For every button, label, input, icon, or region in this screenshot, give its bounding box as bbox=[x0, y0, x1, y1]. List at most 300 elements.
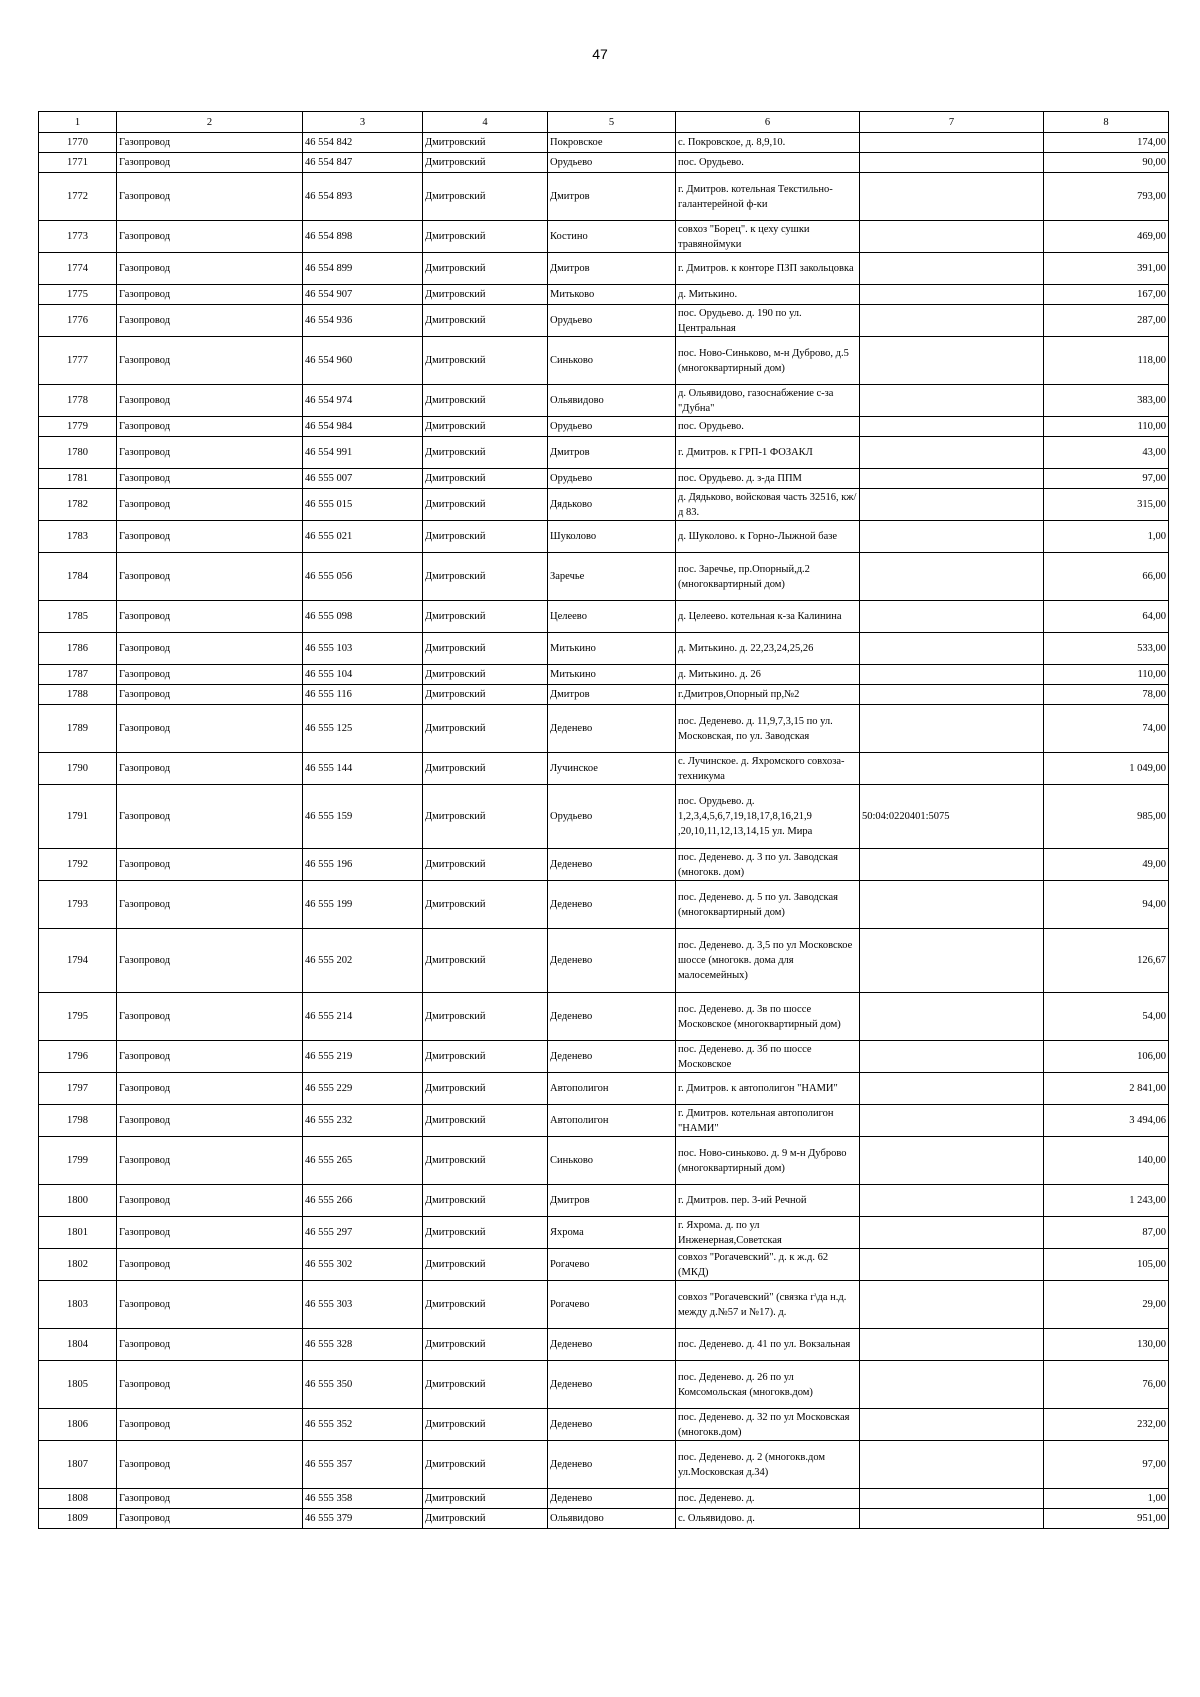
row-number-cell: 1780 bbox=[39, 437, 117, 469]
length-cell: 469,00 bbox=[1044, 221, 1169, 253]
object-code-cell: 46 555 103 bbox=[303, 633, 423, 665]
district-cell: Дмитровский bbox=[423, 993, 548, 1041]
table-row bbox=[39, 1217, 1169, 1249]
object-type-cell: Газопровод bbox=[117, 469, 303, 489]
settlement-cell: Деденево bbox=[548, 1441, 676, 1489]
settlement-cell: Ольявидово bbox=[548, 385, 676, 417]
cadastral-number-cell bbox=[860, 221, 1044, 253]
row-number-cell: 1789 bbox=[39, 705, 117, 753]
district-cell: Дмитровский bbox=[423, 1361, 548, 1409]
cadastral-number-cell bbox=[860, 1361, 1044, 1409]
address-cell: пос. Орудьево. д. 1,2,3,4,5,6,7,19,18,17,8,16,21,9 ,20,10,11,12,13,14,15 ул. Мира bbox=[676, 785, 860, 849]
address-cell: пос. Деденево. д. 11,9,7,3,15 по ул. Московская, по ул. Заводская bbox=[676, 705, 860, 753]
object-code-cell: 46 555 302 bbox=[303, 1249, 423, 1281]
address-cell: д. Дядьково, войсковая часть 32516, кж/д 83. bbox=[676, 489, 860, 521]
object-code-cell: 46 555 125 bbox=[303, 705, 423, 753]
object-type-cell: Газопровод bbox=[117, 849, 303, 881]
length-cell: 1 049,00 bbox=[1044, 753, 1169, 785]
column-header: 6 bbox=[676, 112, 860, 133]
object-type-cell: Газопровод bbox=[117, 173, 303, 221]
address-cell: д. Шуколово. к Горно-Лыжной базе bbox=[676, 521, 860, 553]
district-cell: Дмитровский bbox=[423, 385, 548, 417]
length-cell: 1,00 bbox=[1044, 1489, 1169, 1509]
address-cell: пос. Деденево. д. 3б по шоссе Московское bbox=[676, 1041, 860, 1073]
settlement-cell: Автополигон bbox=[548, 1105, 676, 1137]
object-type-cell: Газопровод bbox=[117, 385, 303, 417]
table-row bbox=[39, 601, 1169, 633]
cadastral-number-cell bbox=[860, 337, 1044, 385]
address-cell: д. Целеево. котельная к-за Калинина bbox=[676, 601, 860, 633]
cadastral-number-cell bbox=[860, 153, 1044, 173]
table-row bbox=[39, 1073, 1169, 1105]
district-cell: Дмитровский bbox=[423, 1073, 548, 1105]
cadastral-number-cell bbox=[860, 1441, 1044, 1489]
district-cell: Дмитровский bbox=[423, 253, 548, 285]
object-code-cell: 46 555 021 bbox=[303, 521, 423, 553]
object-code-cell: 46 555 352 bbox=[303, 1409, 423, 1441]
row-number-cell: 1792 bbox=[39, 849, 117, 881]
table-row bbox=[39, 1137, 1169, 1185]
district-cell: Дмитровский bbox=[423, 1217, 548, 1249]
settlement-cell: Деденево bbox=[548, 993, 676, 1041]
row-number-cell: 1805 bbox=[39, 1361, 117, 1409]
settlement-cell: Деденево bbox=[548, 849, 676, 881]
object-code-cell: 46 554 842 bbox=[303, 133, 423, 153]
length-cell: 793,00 bbox=[1044, 173, 1169, 221]
column-header: 1 bbox=[39, 112, 117, 133]
row-number-cell: 1770 bbox=[39, 133, 117, 153]
object-code-cell: 46 555 350 bbox=[303, 1361, 423, 1409]
district-cell: Дмитровский bbox=[423, 221, 548, 253]
settlement-cell: Яхрома bbox=[548, 1217, 676, 1249]
row-number-cell: 1775 bbox=[39, 285, 117, 305]
address-cell: с. Ольявидово. д. bbox=[676, 1509, 860, 1529]
column-header: 7 bbox=[860, 112, 1044, 133]
address-cell: пос. Деденево. д. 5 по ул. Заводская (многоквартирный дом) bbox=[676, 881, 860, 929]
settlement-cell: Деденево bbox=[548, 1329, 676, 1361]
cadastral-number-cell bbox=[860, 1281, 1044, 1329]
registry-table bbox=[38, 111, 1169, 1529]
object-code-cell: 46 554 960 bbox=[303, 337, 423, 385]
length-cell: 126,67 bbox=[1044, 929, 1169, 993]
row-number-cell: 1808 bbox=[39, 1489, 117, 1509]
settlement-cell: Целеево bbox=[548, 601, 676, 633]
object-type-cell: Газопровод bbox=[117, 285, 303, 305]
cadastral-number-cell bbox=[860, 929, 1044, 993]
row-number-cell: 1778 bbox=[39, 385, 117, 417]
row-number-cell: 1798 bbox=[39, 1105, 117, 1137]
district-cell: Дмитровский bbox=[423, 553, 548, 601]
district-cell: Дмитровский bbox=[423, 285, 548, 305]
cadastral-number-cell: 50:04:0220401:5075 bbox=[860, 785, 1044, 849]
cadastral-number-cell bbox=[860, 705, 1044, 753]
settlement-cell: Рогачево bbox=[548, 1249, 676, 1281]
column-header: 8 bbox=[1044, 112, 1169, 133]
table-row bbox=[39, 133, 1169, 153]
district-cell: Дмитровский bbox=[423, 1409, 548, 1441]
table-row bbox=[39, 337, 1169, 385]
object-code-cell: 46 555 116 bbox=[303, 685, 423, 705]
district-cell: Дмитровский bbox=[423, 753, 548, 785]
cadastral-number-cell bbox=[860, 285, 1044, 305]
cadastral-number-cell bbox=[860, 1217, 1044, 1249]
table-row bbox=[39, 521, 1169, 553]
length-cell: 64,00 bbox=[1044, 601, 1169, 633]
address-cell: пос. Орудьево. bbox=[676, 153, 860, 173]
object-type-cell: Газопровод bbox=[117, 521, 303, 553]
district-cell: Дмитровский bbox=[423, 521, 548, 553]
district-cell: Дмитровский bbox=[423, 785, 548, 849]
table-row bbox=[39, 929, 1169, 993]
object-code-cell: 46 555 202 bbox=[303, 929, 423, 993]
object-code-cell: 46 555 015 bbox=[303, 489, 423, 521]
address-cell: пос. Ново-синьково. д. 9 м-н Дуброво (многоквартирный дом) bbox=[676, 1137, 860, 1185]
object-code-cell: 46 555 007 bbox=[303, 469, 423, 489]
cadastral-number-cell bbox=[860, 685, 1044, 705]
object-code-cell: 46 555 056 bbox=[303, 553, 423, 601]
row-number-cell: 1803 bbox=[39, 1281, 117, 1329]
length-cell: 110,00 bbox=[1044, 665, 1169, 685]
cadastral-number-cell bbox=[860, 633, 1044, 665]
row-number-cell: 1787 bbox=[39, 665, 117, 685]
object-code-cell: 46 554 899 bbox=[303, 253, 423, 285]
object-code-cell: 46 555 357 bbox=[303, 1441, 423, 1489]
table-row bbox=[39, 253, 1169, 285]
object-code-cell: 46 555 098 bbox=[303, 601, 423, 633]
settlement-cell: Деденево bbox=[548, 1361, 676, 1409]
cadastral-number-cell bbox=[860, 385, 1044, 417]
object-code-cell: 46 555 232 bbox=[303, 1105, 423, 1137]
cadastral-number-cell bbox=[860, 881, 1044, 929]
object-type-cell: Газопровод bbox=[117, 553, 303, 601]
table-row bbox=[39, 1105, 1169, 1137]
length-cell: 49,00 bbox=[1044, 849, 1169, 881]
cadastral-number-cell bbox=[860, 1041, 1044, 1073]
table-row bbox=[39, 881, 1169, 929]
address-cell: пос. Орудьево. bbox=[676, 417, 860, 437]
object-code-cell: 46 554 898 bbox=[303, 221, 423, 253]
address-cell: д. Митькино. д. 26 bbox=[676, 665, 860, 685]
address-cell: д. Митькино. д. 22,23,24,25,26 bbox=[676, 633, 860, 665]
length-cell: 1,00 bbox=[1044, 521, 1169, 553]
cadastral-number-cell bbox=[860, 437, 1044, 469]
object-type-cell: Газопровод bbox=[117, 705, 303, 753]
length-cell: 87,00 bbox=[1044, 1217, 1169, 1249]
length-cell: 130,00 bbox=[1044, 1329, 1169, 1361]
table-row bbox=[39, 785, 1169, 849]
length-cell: 391,00 bbox=[1044, 253, 1169, 285]
object-code-cell: 46 555 159 bbox=[303, 785, 423, 849]
settlement-cell: Шуколово bbox=[548, 521, 676, 553]
address-cell: пос. Деденево. д. 3в по шоссе Московское (многоквартирный дом) bbox=[676, 993, 860, 1041]
length-cell: 287,00 bbox=[1044, 305, 1169, 337]
length-cell: 2 841,00 bbox=[1044, 1073, 1169, 1105]
table-row bbox=[39, 1361, 1169, 1409]
object-type-cell: Газопровод bbox=[117, 1249, 303, 1281]
object-type-cell: Газопровод bbox=[117, 665, 303, 685]
length-cell: 110,00 bbox=[1044, 417, 1169, 437]
row-number-cell: 1801 bbox=[39, 1217, 117, 1249]
length-cell: 985,00 bbox=[1044, 785, 1169, 849]
cadastral-number-cell bbox=[860, 665, 1044, 685]
district-cell: Дмитровский bbox=[423, 337, 548, 385]
row-number-cell: 1776 bbox=[39, 305, 117, 337]
object-code-cell: 46 554 974 bbox=[303, 385, 423, 417]
address-cell: совхоз "Борец". к цеху сушки травяноймуки bbox=[676, 221, 860, 253]
object-type-cell: Газопровод bbox=[117, 1441, 303, 1489]
row-number-cell: 1788 bbox=[39, 685, 117, 705]
district-cell: Дмитровский bbox=[423, 1281, 548, 1329]
district-cell: Дмитровский bbox=[423, 601, 548, 633]
settlement-cell: Митьково bbox=[548, 285, 676, 305]
district-cell: Дмитровский bbox=[423, 1137, 548, 1185]
object-type-cell: Газопровод bbox=[117, 337, 303, 385]
cadastral-number-cell bbox=[860, 1249, 1044, 1281]
object-type-cell: Газопровод bbox=[117, 633, 303, 665]
object-code-cell: 46 555 199 bbox=[303, 881, 423, 929]
district-cell: Дмитровский bbox=[423, 1041, 548, 1073]
table-row bbox=[39, 1329, 1169, 1361]
column-header: 4 bbox=[423, 112, 548, 133]
object-type-cell: Газопровод bbox=[117, 437, 303, 469]
district-cell: Дмитровский bbox=[423, 1509, 548, 1529]
table-row bbox=[39, 1041, 1169, 1073]
address-cell: г. Дмитров. к конторе ПЗП закольцовка bbox=[676, 253, 860, 285]
table-row bbox=[39, 1281, 1169, 1329]
cadastral-number-cell bbox=[860, 253, 1044, 285]
object-code-cell: 46 555 104 bbox=[303, 665, 423, 685]
length-cell: 105,00 bbox=[1044, 1249, 1169, 1281]
object-type-cell: Газопровод bbox=[117, 253, 303, 285]
object-type-cell: Газопровод bbox=[117, 993, 303, 1041]
district-cell: Дмитровский bbox=[423, 705, 548, 753]
settlement-cell: Митькино bbox=[548, 665, 676, 685]
settlement-cell: Покровское bbox=[548, 133, 676, 153]
settlement-cell: Орудьево bbox=[548, 469, 676, 489]
district-cell: Дмитровский bbox=[423, 153, 548, 173]
object-code-cell: 46 555 144 bbox=[303, 753, 423, 785]
settlement-cell: Деденево bbox=[548, 1409, 676, 1441]
table-row bbox=[39, 1509, 1169, 1529]
settlement-cell: Автополигон bbox=[548, 1073, 676, 1105]
row-number-cell: 1807 bbox=[39, 1441, 117, 1489]
settlement-cell: Синьково bbox=[548, 337, 676, 385]
settlement-cell: Деденево bbox=[548, 1489, 676, 1509]
object-type-cell: Газопровод bbox=[117, 1041, 303, 1073]
object-type-cell: Газопровод bbox=[117, 1137, 303, 1185]
address-cell: г. Дмитров. к ГРП-1 ФОЗАКЛ bbox=[676, 437, 860, 469]
object-type-cell: Газопровод bbox=[117, 417, 303, 437]
column-header: 2 bbox=[117, 112, 303, 133]
cadastral-number-cell bbox=[860, 1137, 1044, 1185]
length-cell: 76,00 bbox=[1044, 1361, 1169, 1409]
object-code-cell: 46 554 936 bbox=[303, 305, 423, 337]
object-code-cell: 46 554 907 bbox=[303, 285, 423, 305]
table-row bbox=[39, 685, 1169, 705]
object-type-cell: Газопровод bbox=[117, 305, 303, 337]
row-number-cell: 1777 bbox=[39, 337, 117, 385]
district-cell: Дмитровский bbox=[423, 133, 548, 153]
table-row bbox=[39, 305, 1169, 337]
table-row bbox=[39, 1409, 1169, 1441]
district-cell: Дмитровский bbox=[423, 469, 548, 489]
table-row bbox=[39, 437, 1169, 469]
table-row bbox=[39, 153, 1169, 173]
cadastral-number-cell bbox=[860, 1185, 1044, 1217]
row-number-cell: 1795 bbox=[39, 993, 117, 1041]
address-cell: г. Дмитров. котельная Текстильно-галантерейной ф-ки bbox=[676, 173, 860, 221]
cadastral-number-cell bbox=[860, 849, 1044, 881]
table-row bbox=[39, 1185, 1169, 1217]
object-code-cell: 46 555 265 bbox=[303, 1137, 423, 1185]
address-cell: д. Митькино. bbox=[676, 285, 860, 305]
row-number-cell: 1791 bbox=[39, 785, 117, 849]
length-cell: 140,00 bbox=[1044, 1137, 1169, 1185]
row-number-cell: 1773 bbox=[39, 221, 117, 253]
row-number-cell: 1804 bbox=[39, 1329, 117, 1361]
object-type-cell: Газопровод bbox=[117, 601, 303, 633]
table-row bbox=[39, 849, 1169, 881]
table-row bbox=[39, 385, 1169, 417]
table-row bbox=[39, 705, 1169, 753]
district-cell: Дмитровский bbox=[423, 1489, 548, 1509]
row-number-cell: 1794 bbox=[39, 929, 117, 993]
length-cell: 97,00 bbox=[1044, 1441, 1169, 1489]
row-number-cell: 1793 bbox=[39, 881, 117, 929]
settlement-cell: Дмитров bbox=[548, 1185, 676, 1217]
object-type-cell: Газопровод bbox=[117, 153, 303, 173]
cadastral-number-cell bbox=[860, 489, 1044, 521]
address-cell: с. Покровское, д. 8,9,10. bbox=[676, 133, 860, 153]
object-type-cell: Газопровод bbox=[117, 1329, 303, 1361]
cadastral-number-cell bbox=[860, 469, 1044, 489]
page-number: 47 bbox=[592, 46, 608, 62]
address-cell: пос. Деденево. д. bbox=[676, 1489, 860, 1509]
address-cell: г. Дмитров. котельная автополигон "НАМИ" bbox=[676, 1105, 860, 1137]
district-cell: Дмитровский bbox=[423, 489, 548, 521]
object-code-cell: 46 554 893 bbox=[303, 173, 423, 221]
district-cell: Дмитровский bbox=[423, 929, 548, 993]
cadastral-number-cell bbox=[860, 1409, 1044, 1441]
object-code-cell: 46 555 379 bbox=[303, 1509, 423, 1529]
address-cell: г. Дмитров. к автополигон "НАМИ" bbox=[676, 1073, 860, 1105]
table-row bbox=[39, 489, 1169, 521]
district-cell: Дмитровский bbox=[423, 665, 548, 685]
length-cell: 29,00 bbox=[1044, 1281, 1169, 1329]
settlement-cell: Орудьево bbox=[548, 417, 676, 437]
row-number-cell: 1779 bbox=[39, 417, 117, 437]
district-cell: Дмитровский bbox=[423, 685, 548, 705]
district-cell: Дмитровский bbox=[423, 437, 548, 469]
object-type-cell: Газопровод bbox=[117, 1185, 303, 1217]
cadastral-number-cell bbox=[860, 417, 1044, 437]
length-cell: 1 243,00 bbox=[1044, 1185, 1169, 1217]
object-code-cell: 46 555 229 bbox=[303, 1073, 423, 1105]
cadastral-number-cell bbox=[860, 1073, 1044, 1105]
district-cell: Дмитровский bbox=[423, 1441, 548, 1489]
length-cell: 90,00 bbox=[1044, 153, 1169, 173]
row-number-cell: 1782 bbox=[39, 489, 117, 521]
district-cell: Дмитровский bbox=[423, 305, 548, 337]
object-code-cell: 46 555 358 bbox=[303, 1489, 423, 1509]
length-cell: 97,00 bbox=[1044, 469, 1169, 489]
length-cell: 951,00 bbox=[1044, 1509, 1169, 1529]
object-type-cell: Газопровод bbox=[117, 1489, 303, 1509]
cadastral-number-cell bbox=[860, 993, 1044, 1041]
address-cell: г. Дмитров. пер. 3-ий Речной bbox=[676, 1185, 860, 1217]
district-cell: Дмитровский bbox=[423, 881, 548, 929]
object-type-cell: Газопровод bbox=[117, 489, 303, 521]
table-row bbox=[39, 1441, 1169, 1489]
district-cell: Дмитровский bbox=[423, 1329, 548, 1361]
length-cell: 232,00 bbox=[1044, 1409, 1169, 1441]
cadastral-number-cell bbox=[860, 753, 1044, 785]
table-body bbox=[39, 133, 1169, 1529]
cadastral-number-cell bbox=[860, 305, 1044, 337]
cadastral-number-cell bbox=[860, 1105, 1044, 1137]
length-cell: 533,00 bbox=[1044, 633, 1169, 665]
row-number-cell: 1774 bbox=[39, 253, 117, 285]
length-cell: 167,00 bbox=[1044, 285, 1169, 305]
district-cell: Дмитровский bbox=[423, 1105, 548, 1137]
object-code-cell: 46 554 991 bbox=[303, 437, 423, 469]
address-cell: с. Лучинское. д. Яхромского совхоза-техникума bbox=[676, 753, 860, 785]
settlement-cell: Орудьево bbox=[548, 785, 676, 849]
cadastral-number-cell bbox=[860, 173, 1044, 221]
table-row bbox=[39, 1249, 1169, 1281]
settlement-cell: Заречье bbox=[548, 553, 676, 601]
table-row bbox=[39, 753, 1169, 785]
settlement-cell: Дмитров bbox=[548, 253, 676, 285]
cadastral-number-cell bbox=[860, 553, 1044, 601]
object-type-cell: Газопровод bbox=[117, 929, 303, 993]
district-cell: Дмитровский bbox=[423, 1249, 548, 1281]
settlement-cell: Дядьково bbox=[548, 489, 676, 521]
length-cell: 3 494,06 bbox=[1044, 1105, 1169, 1137]
table-row bbox=[39, 417, 1169, 437]
row-number-cell: 1797 bbox=[39, 1073, 117, 1105]
object-code-cell: 46 554 984 bbox=[303, 417, 423, 437]
table-row bbox=[39, 469, 1169, 489]
settlement-cell: Ольявидово bbox=[548, 1509, 676, 1529]
settlement-cell: Синьково bbox=[548, 1137, 676, 1185]
length-cell: 94,00 bbox=[1044, 881, 1169, 929]
address-cell: д. Ольявидово, газоснабжение с-за "Дубна" bbox=[676, 385, 860, 417]
length-cell: 106,00 bbox=[1044, 1041, 1169, 1073]
table-row bbox=[39, 1489, 1169, 1509]
object-type-cell: Газопровод bbox=[117, 1217, 303, 1249]
object-type-cell: Газопровод bbox=[117, 1361, 303, 1409]
object-type-cell: Газопровод bbox=[117, 1281, 303, 1329]
table-row bbox=[39, 553, 1169, 601]
column-header: 3 bbox=[303, 112, 423, 133]
object-type-cell: Газопровод bbox=[117, 685, 303, 705]
length-cell: 174,00 bbox=[1044, 133, 1169, 153]
row-number-cell: 1806 bbox=[39, 1409, 117, 1441]
object-type-cell: Газопровод bbox=[117, 133, 303, 153]
length-cell: 74,00 bbox=[1044, 705, 1169, 753]
settlement-cell: Дмитров bbox=[548, 173, 676, 221]
length-cell: 66,00 bbox=[1044, 553, 1169, 601]
settlement-cell: Деденево bbox=[548, 1041, 676, 1073]
length-cell: 118,00 bbox=[1044, 337, 1169, 385]
table-row bbox=[39, 993, 1169, 1041]
table-row bbox=[39, 665, 1169, 685]
object-code-cell: 46 555 266 bbox=[303, 1185, 423, 1217]
object-type-cell: Газопровод bbox=[117, 1105, 303, 1137]
row-number-cell: 1799 bbox=[39, 1137, 117, 1185]
object-type-cell: Газопровод bbox=[117, 1073, 303, 1105]
